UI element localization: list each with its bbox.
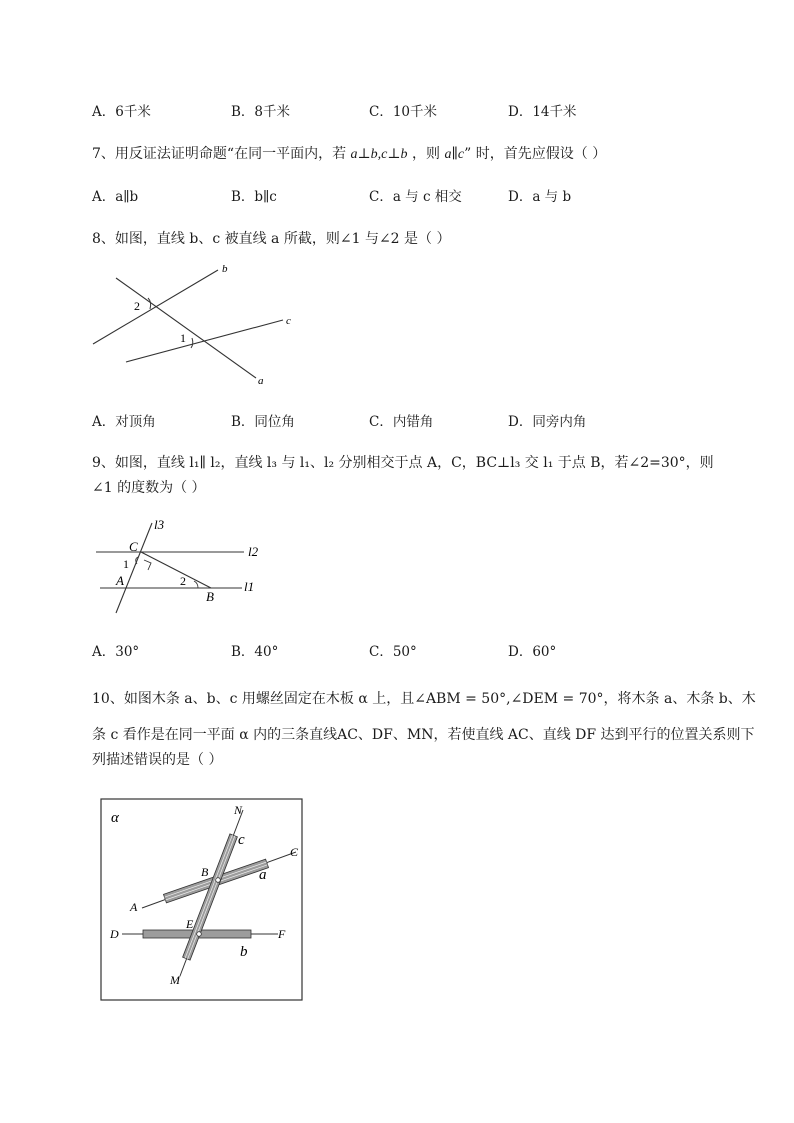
q6-option-b: B．8千米 [231,104,291,120]
q7-option-d: D．a 与 b [508,189,572,205]
q8-label-b: b [222,263,228,275]
q6-option-d: D．14千米 [508,104,577,120]
q9-label-l1: l1 [244,579,255,594]
q9-label-b: B [206,589,214,604]
q7-stem-math: a⊥b,c⊥b [350,147,408,162]
q8-line-a [116,278,256,378]
q9-option-d: D．60° [508,644,557,660]
q8-line-b [93,270,218,344]
q9-label-angle2: 2 [180,574,186,588]
q9-figure [94,515,274,615]
q9-option-c: C．50° [369,644,417,660]
q9-label-c: C [129,539,138,554]
q10-label-a-strip: a [259,867,267,883]
q8-option-c: C．内错角 [369,414,434,430]
q9-option-a: A．30° [92,644,140,660]
q9-segment-cb [141,552,211,588]
q9-line-l3 [116,523,152,613]
q10-label-c-point: C [290,845,299,859]
q10-label-a-point: A [130,900,138,914]
q10-label-m-point: M [170,973,180,987]
q6-option-c: C．10千米 [369,104,438,120]
q10-label-c-strip: c [238,832,245,848]
q9-stem-line2: ∠1 的度数为（ ） [92,480,206,496]
q9-label-a: A [116,573,124,588]
q10-figure [100,798,304,1002]
q8-label-angle2: 2 [134,299,140,313]
q8-option-d: D．同旁内角 [508,414,587,430]
q10-label-n: N [234,803,243,817]
q8-stem: 8、如图，直线 b、c 被直线 a 所截，则∠1 与∠2 是（ ） [92,231,451,247]
q9-label-angle1: 1 [123,557,129,571]
q8-label-a: a [258,375,264,387]
q7-stem-math2: a∥c [444,147,465,162]
q9-right-angle-mark [144,560,151,570]
q10-stem-line2: 条 c 看作是在同一平面 α 内的三条直线AC、DF、MN，若使直线 AC、直线 DF 达到平行的位置关系则下 [92,727,755,743]
q7-stem [92,143,606,163]
q7-option-a: A．a∥b [92,189,139,205]
q10-label-b-strip: b [240,944,248,960]
q9-label-l2: l2 [248,544,259,559]
q8-figure [88,262,308,392]
q7-option-c: C．a 与 c 相交 [369,189,462,205]
q8-angle1-arc [191,338,193,348]
q10-label-f-point: F [278,927,286,941]
q8-angle2-arc [148,298,151,309]
q8-label-angle1: 1 [180,331,186,345]
q7-stem-suffix: ” 时，首先应假设（ ） [464,146,607,162]
q10-label-d-point: D [110,927,119,941]
q7-stem-mid: ，则 [407,146,445,162]
q8-option-a: A．对顶角 [92,414,156,430]
q10-stem-line3: 列描述错误的是（ ） [92,752,223,768]
q6-option-a: A．6千米 [92,104,151,120]
q8-option-b: B．同位角 [231,414,295,430]
q10-label-e-point: E [186,917,194,931]
q7-option-b: B．b∥c [231,189,277,205]
q10-stem-line1: 10、如图木条 a、b、c 用螺丝固定在木板 α 上，且∠ABM = 50°,∠DEM = 70°，将木条 a、木条 b、木 [92,691,756,707]
q8-label-c: c [286,315,291,327]
q10-screw-e [197,932,202,937]
q9-angle2-arc [194,581,198,588]
q9-label-l3: l3 [154,517,165,532]
q10-label-b-point: B [201,865,209,879]
q9-option-b: B．40° [231,644,279,660]
q7-stem-prefix: 7、用反证法证明命题“在同一平面内，若 [92,146,351,162]
q9-stem-line1: 9、如图，直线 l₁∥ l₂，直线 l₃ 与 l₁、l₂ 分别相交于点 A，C，BC⊥l₃ 交 l₁ 于点 B，若∠2=30°，则 [92,455,714,471]
q10-label-alpha: α [111,810,119,826]
q10-screw-b [216,878,221,883]
